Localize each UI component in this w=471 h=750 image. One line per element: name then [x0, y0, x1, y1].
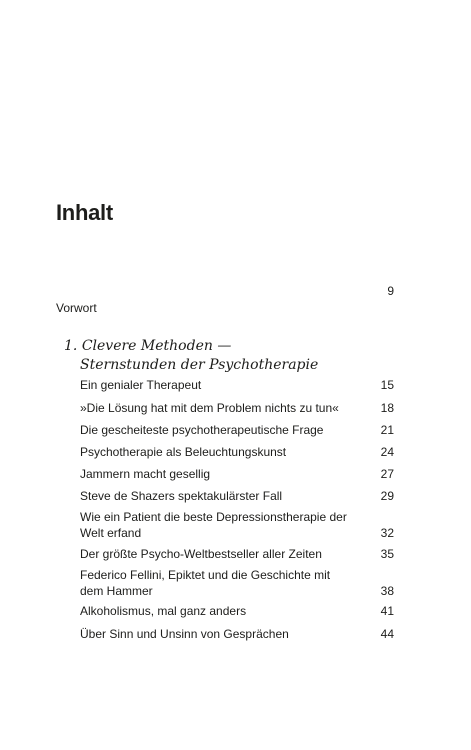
chapter-number: 1.	[64, 338, 78, 354]
toc-entry-title: Jammern macht gesellig	[80, 467, 211, 481]
toc-entry	[80, 509, 394, 541]
toc-entry-page: 15	[380, 378, 394, 392]
chapter-title-line1: Clevere Methoden —	[81, 338, 232, 354]
toc-entry	[80, 377, 394, 393]
toc-entry-page: 41	[380, 604, 394, 618]
toc-entry-title: Steve de Shazers spektakulärster Fall	[80, 489, 283, 503]
page-title: Inhalt	[56, 200, 113, 225]
chapter-title-line2: Sternstunden der Psychotherapie	[80, 357, 319, 373]
toc-entry-title: Der größte Psycho-Weltbestseller aller Zeiten	[80, 547, 322, 561]
toc-entry	[80, 466, 394, 482]
toc-entry-title: Wie ein Patient die beste Depressionstherapie der Welt erfand	[80, 510, 347, 540]
toc-entry-page: 27	[380, 467, 394, 481]
toc-entry-page: 44	[380, 627, 394, 641]
toc-entry-page: 32	[380, 526, 394, 540]
toc-entry-page: 18	[380, 401, 394, 415]
toc-entry-page: 38	[380, 584, 394, 598]
toc-entry-page: 21	[380, 423, 394, 437]
chapter-heading	[64, 337, 384, 375]
toc-entry-title: Federico Fellini, Epiktet und die Geschichte mit dem Hammer	[80, 568, 331, 598]
toc-entry	[80, 567, 394, 599]
toc-entry-title: Die gescheiteste psychotherapeutische Frage	[80, 423, 324, 437]
toc-entry	[80, 488, 394, 504]
toc-entry-title: Vorwort	[56, 301, 97, 315]
toc-entry	[80, 422, 394, 438]
toc-entry-title: Ein genialer Therapeut	[80, 378, 202, 392]
toc-entry-title: »Die Lösung hat mit dem Problem nichts zu tun«	[80, 401, 339, 415]
toc-entry	[80, 400, 394, 416]
toc-entry	[80, 444, 394, 460]
toc-entry-page: 35	[380, 547, 394, 561]
toc-entry-title: Über Sinn und Unsinn von Gesprächen	[80, 627, 289, 641]
toc-entry-page: 24	[380, 445, 394, 459]
toc-entry-title: Alkoholismus, mal ganz anders	[80, 604, 247, 618]
toc-entry	[80, 626, 394, 642]
toc-entry-page: 29	[380, 489, 394, 503]
toc-entry	[80, 603, 394, 619]
toc-entry-title: Psychotherapie als Beleuchtungskunst	[80, 445, 287, 459]
toc-entry-page: 9	[387, 284, 394, 298]
toc-entry	[80, 546, 394, 562]
